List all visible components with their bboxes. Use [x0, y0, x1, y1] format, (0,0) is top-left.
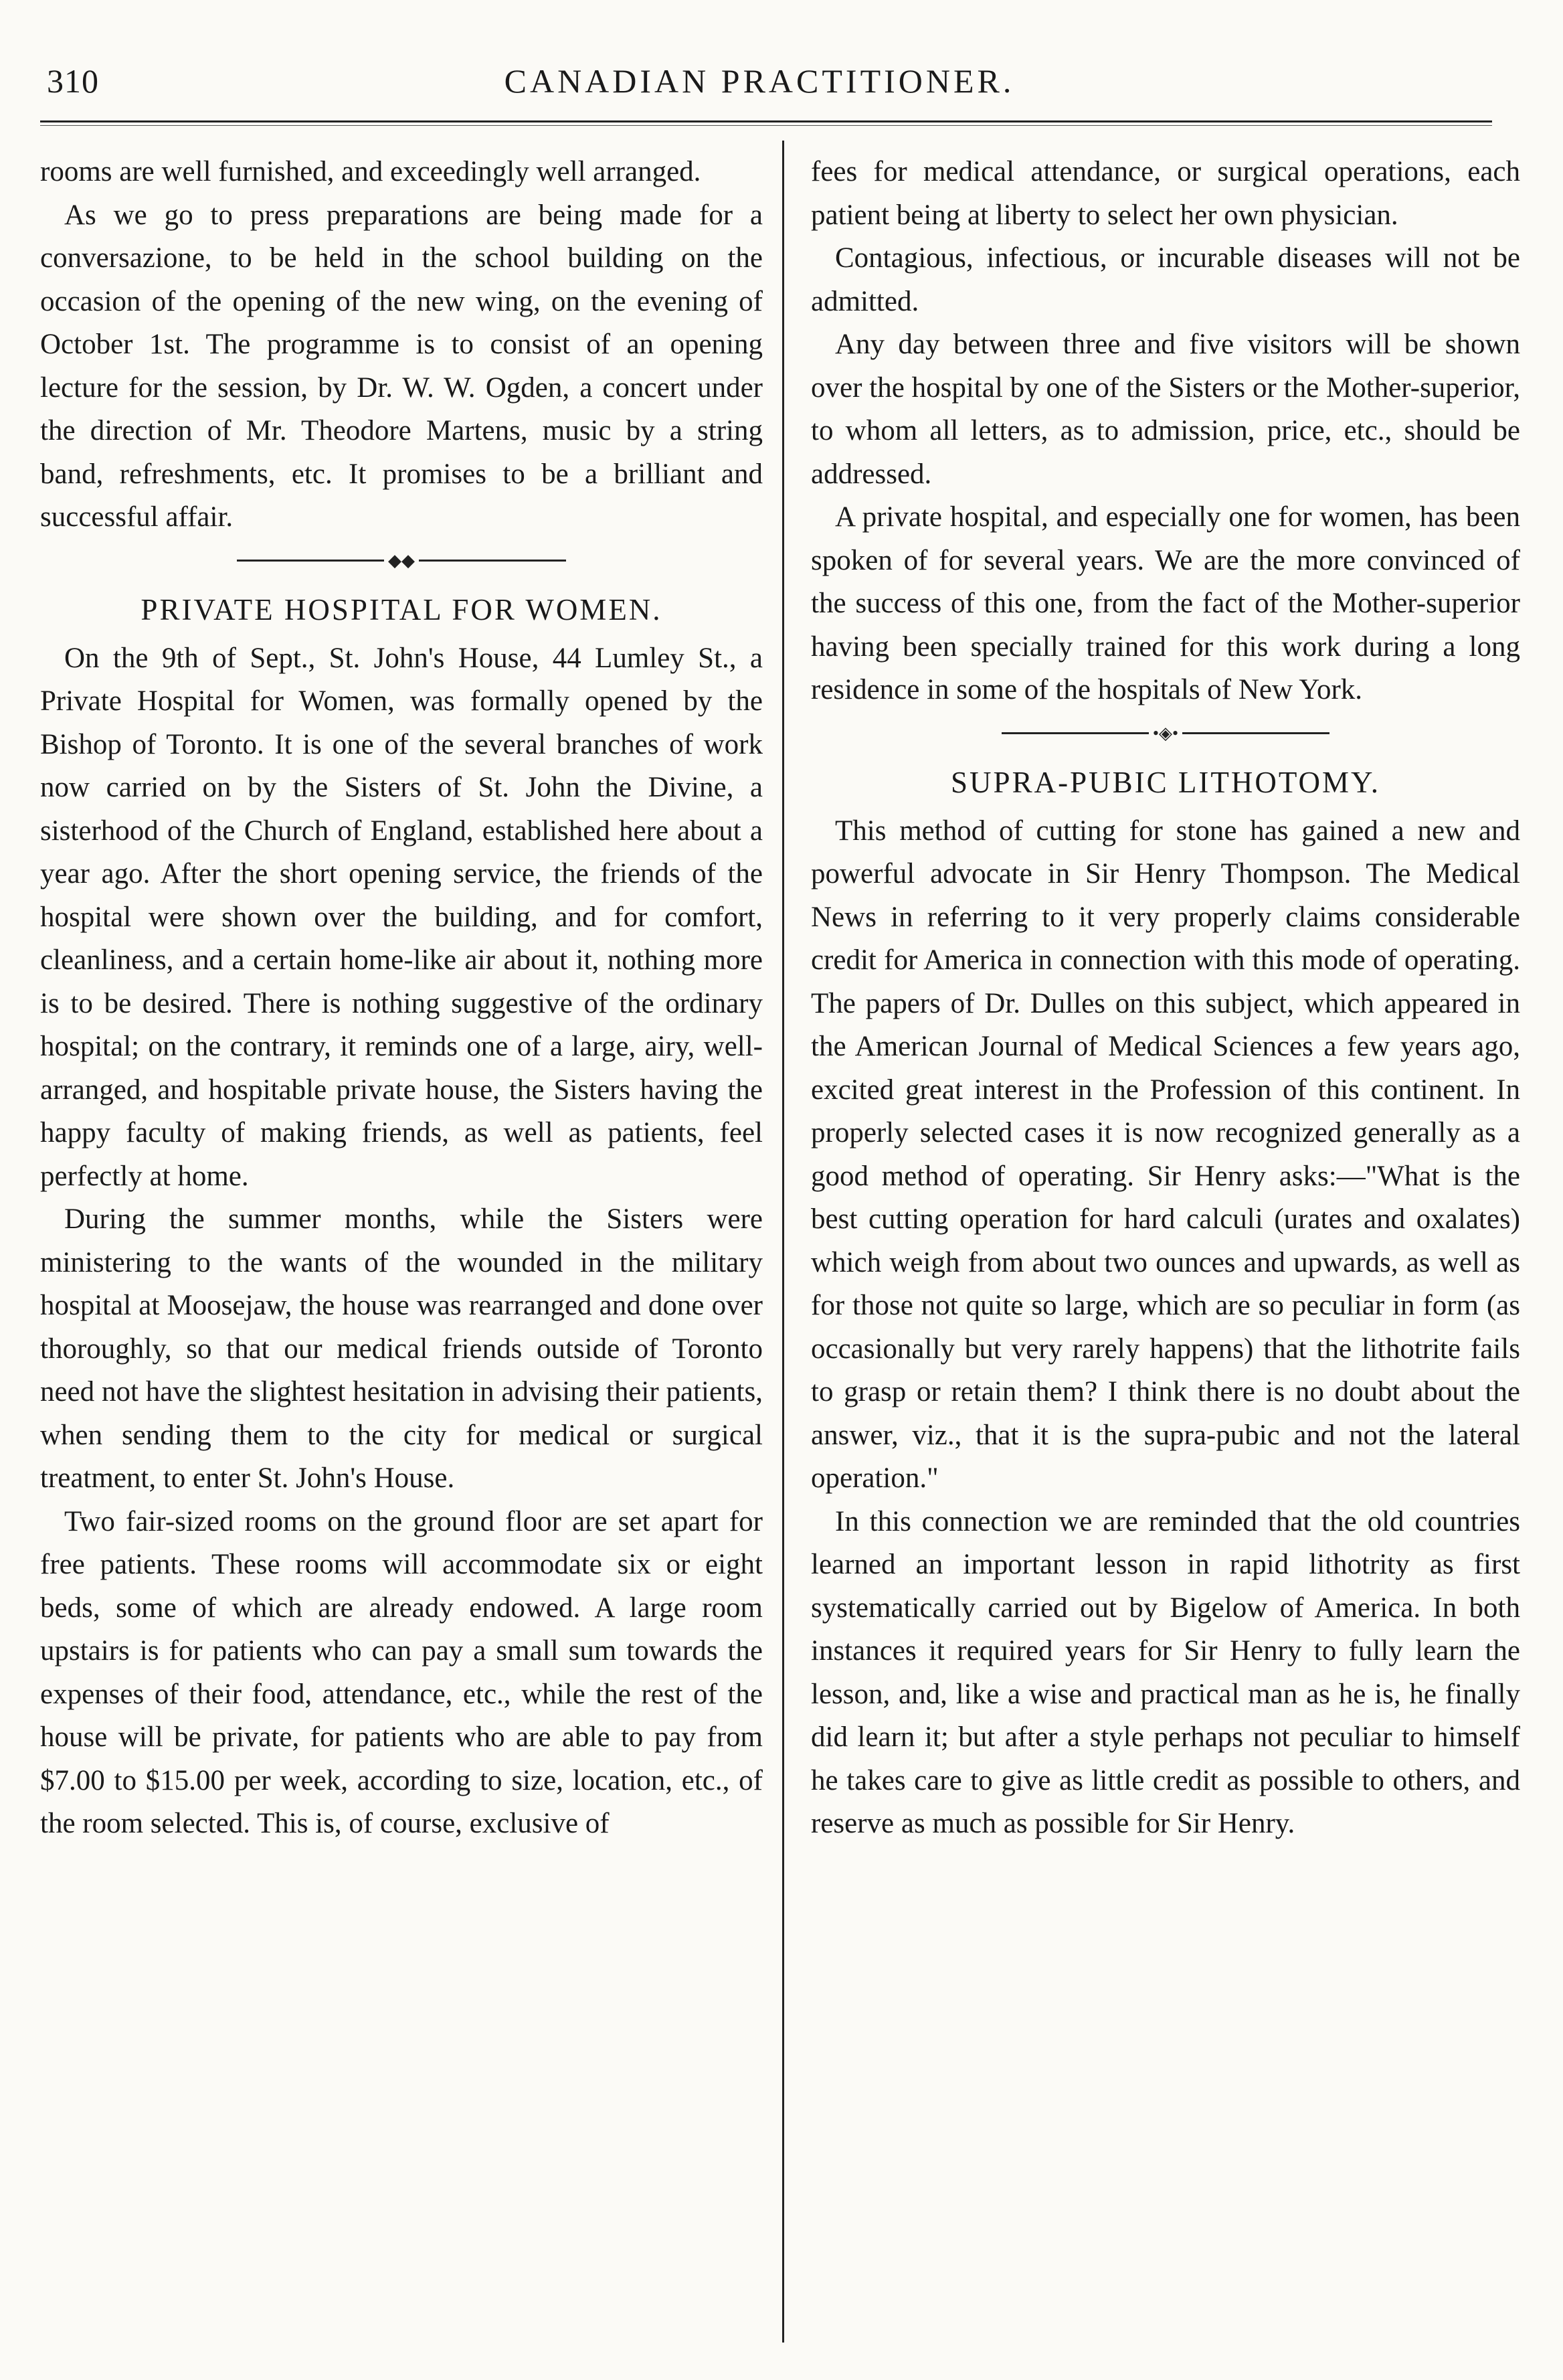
paragraph: fees for medical attendance, or surgical operations, each patient being at liberty to select her own physician. [811, 156, 1520, 231]
paragraph: This method of cutting for stone has gained a new and powerful advocate in Sir Henry Thompson. The Medical News in referring to it very properly claims considerable credit for America in connection with this mode of operating. The papers of Dr. Dulles on this subject, which appeared in the American Journal of Medical Sciences a few years ago, excited great interest in the Profession of this continent. In properly selected cases it is now recognized generally as a good method of operating. Sir Henry asks:—"What is the best cutting operation for hard calculi (urates and oxalates) which weigh from about two ounces and upwards, as well as for those not quite so large, which are so peculiar in form (as occasionally but very rarely happens) that the lithotrite fails to grasp or retain them? I think there is no doubt about the answer, viz., that it is the supra-pubic and not the lateral operation." [811, 815, 1520, 1494]
right-column [811, 151, 1520, 1846]
paragraph: During the summer months, while the Sisters were ministering to the wants of the wounded in the military hospital at Moosejaw, the house was rearranged and done over thoroughly, so that our medical friends outside of Toronto need not have the slightest hesitation in advising their patients, when sending them to the city for medical or surgical treatment, to enter St. John's House. [40, 1203, 763, 1494]
paragraph: rooms are well furnished, and exceedingly well arranged. [40, 156, 701, 187]
paragraph: A private hospital, and especially one for women, has been spoken of for several years. We are the more convinced of the success of this one, from the fact of the Mother-superior having been specially trained for this work during a long residence in some of the hospitals of New York. [811, 501, 1520, 705]
paragraph: Contagious, infectious, or incurable diseases will not be admitted. [811, 242, 1520, 317]
paragraph: In this connection we are reminded that the old countries learned an important lesson in rapid lithotrity as first systematically carried out by Bigelow of America. In both instances it required years for Sir Henry to fully learn the lesson, and, like a wise and practical man as he is, he finally did learn it; but after a style perhaps not peculiar to himself he takes care to give as little credit as possible to others, and reserve as much as possible for Sir Henry. [811, 1505, 1520, 1839]
section-heading: PRIVATE HOSPITAL FOR WOMEN. [141, 592, 662, 626]
journal-title: CANADIAN PRACTITIONER. [504, 62, 1015, 100]
left-column [40, 151, 763, 1846]
page-number: 310 [47, 62, 99, 100]
paragraph: As we go to press preparations are being made for a conversazione, to be held in the school building on the occasion of the opening of the new wing, on the evening of October 1st. The programme is to consist of an opening lecture for the session, by Dr. W. W. Ogden, a concert under the direction of Mr. Theodore Martens, music by a string band, refreshments, etc. It promises to be a brilliant and successful affair. [40, 199, 763, 533]
paragraph: Two fair-sized rooms on the ground floor are set apart for free patients. These rooms will accommodate six or eight beds, some of which are already endowed. A large room upstairs is for patients who can pay a small sum towards the expenses of their food, attendance, etc., while the rest of the house will be private, for patients who are able to pay from $7.00 to $15.00 per week, according to size, location, etc., of the room selected. This is, of course, exclusive of [40, 1505, 763, 1839]
section-ornament: •◈• [811, 712, 1520, 752]
paragraph: On the 9th of Sept., St. John's House, 44 Lumley St., a Private Hospital for Women, was formally opened by the Bishop of Toronto. It is one of the several branches of work now carried on by the Sisters of St. John the Divine, a sisterhood of the Church of England, established here about a year ago. After the short opening service, the friends of the hospital were shown over the building, and for comfort, cleanliness, and a certain home-like air about it, nothing more is to be desired. There is nothing suggestive of the ordinary hospital; on the contrary, it reminds one of a large, airy, well-arranged, and hospitable private house, the Sisters having the happy faculty of making friends, as well as patients, feel perfectly at home. [40, 642, 763, 1192]
section-ornament: ◆◆ [40, 539, 763, 580]
header-rule [40, 120, 1492, 122]
column-divider [782, 141, 784, 2343]
paragraph: Any day between three and five visitors will be shown over the hospital by one of the Sisters or the Mother-superior, to whom all letters, as to admission, price, etc., should be addressed. [811, 329, 1520, 490]
running-head [40, 62, 1479, 108]
header-rule-thin [40, 125, 1492, 126]
section-heading: SUPRA-PUBIC LITHOTOMY. [951, 765, 1380, 799]
